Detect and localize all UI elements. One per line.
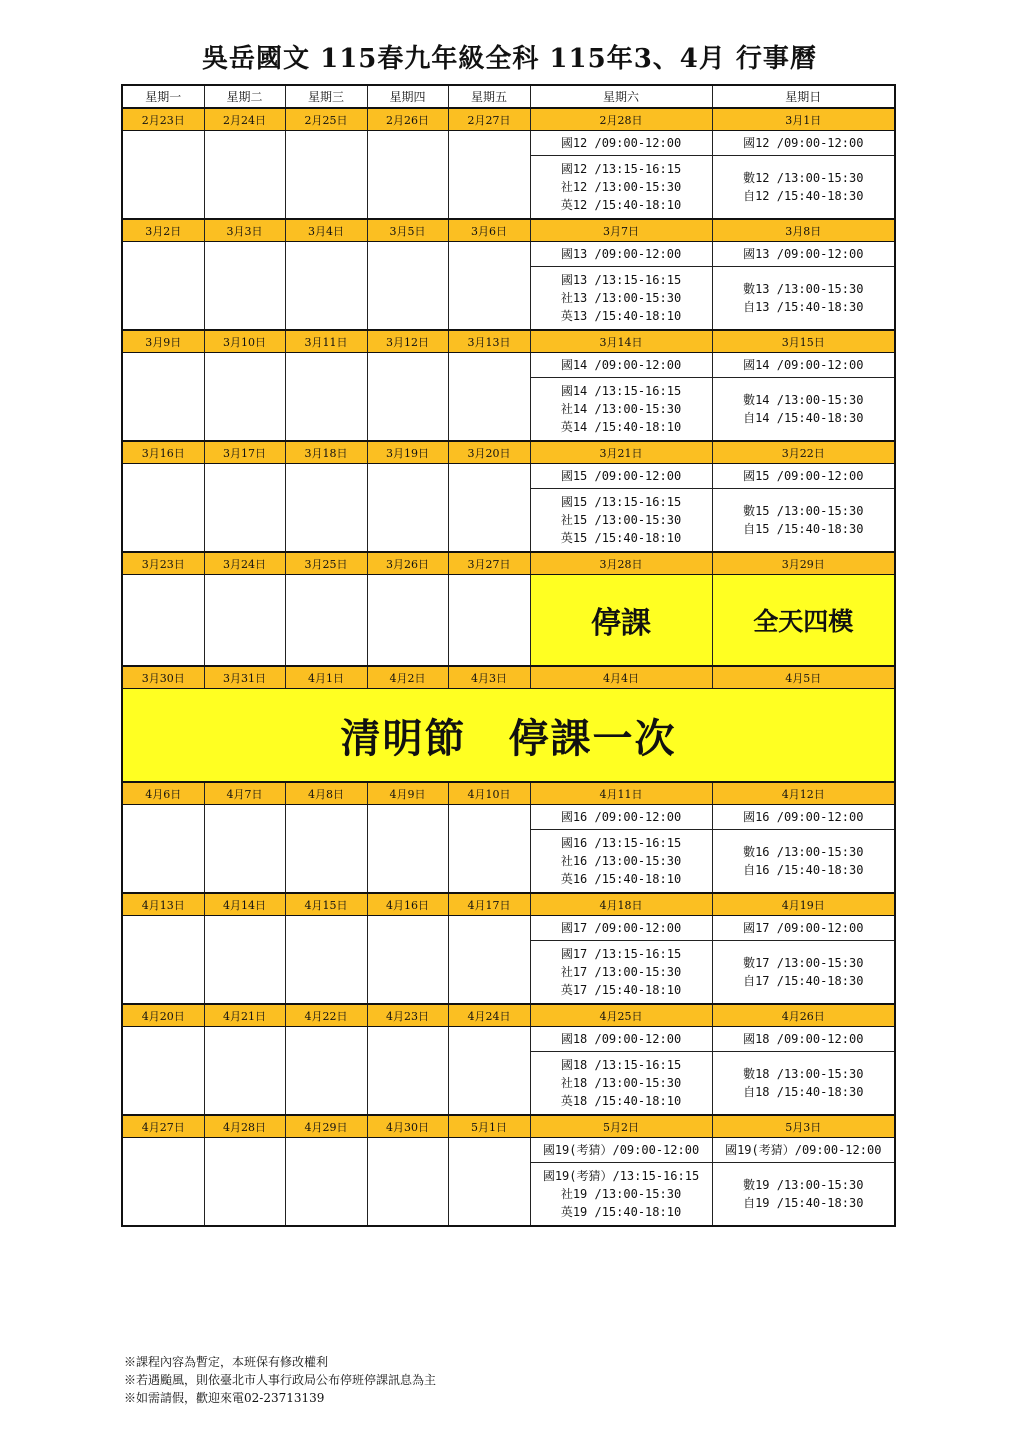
saturday-afternoon-classes [530, 830, 712, 894]
empty-day-cell [122, 242, 204, 331]
saturday-morning-class: 國12 /09:00-12:00 [530, 131, 712, 156]
class-slot: 英18 /15:40-18:10 [560, 1094, 682, 1108]
date-row [122, 782, 895, 805]
date-cell: 3月25日 [285, 552, 367, 575]
date-cell: 3月5日 [367, 219, 448, 242]
class-slot: 數15 /13:00-15:30 [743, 504, 864, 518]
class-slot: 數19 /13:00-15:30 [743, 1178, 864, 1192]
date-cell: 4月16日 [367, 893, 448, 916]
date-row [122, 219, 895, 242]
empty-day-cell [367, 1027, 448, 1116]
date-cell: 3月7日 [530, 219, 712, 242]
empty-day-cell [122, 575, 204, 667]
date-cell: 3月17日 [204, 441, 285, 464]
calendar-table [121, 84, 896, 1227]
class-slot: 數12 /13:00-15:30 [743, 171, 864, 185]
date-cell: 3月29日 [712, 552, 895, 575]
date-cell: 3月13日 [448, 330, 530, 353]
sunday-afternoon-classes [712, 267, 895, 331]
empty-day-cell [122, 1027, 204, 1116]
saturday-morning-class: 國13 /09:00-12:00 [530, 242, 712, 267]
class-slot: 國18 /13:15-16:15 [560, 1058, 682, 1072]
sunday-morning-class: 國19(考猜）/09:00-12:00 [712, 1138, 895, 1163]
date-row [122, 552, 895, 575]
week-row [122, 464, 895, 489]
sunday-afternoon-classes [712, 941, 895, 1005]
class-slot: 自17 /15:40-18:30 [743, 974, 864, 988]
date-cell: 3月30日 [122, 666, 204, 689]
empty-day-cell [204, 1138, 285, 1227]
date-row [122, 1004, 895, 1027]
date-cell: 3月9日 [122, 330, 204, 353]
sunday-afternoon-classes [712, 156, 895, 220]
empty-day-cell [204, 131, 285, 220]
date-cell: 4月4日 [530, 666, 712, 689]
empty-day-cell [204, 805, 285, 894]
empty-day-cell [122, 805, 204, 894]
class-slot: 社18 /13:00-15:30 [560, 1076, 682, 1090]
date-cell: 4月25日 [530, 1004, 712, 1027]
class-slot: 數14 /13:00-15:30 [743, 393, 864, 407]
class-slot: 數13 /13:00-15:30 [743, 282, 864, 296]
date-cell: 4月23日 [367, 1004, 448, 1027]
date-cell: 3月24日 [204, 552, 285, 575]
date-cell: 2月25日 [285, 108, 367, 131]
date-cell: 3月19日 [367, 441, 448, 464]
holiday-row [122, 689, 895, 783]
saturday-afternoon-classes [530, 941, 712, 1005]
saturday-morning-class: 國17 /09:00-12:00 [530, 916, 712, 941]
holiday-banner: 清明節 停課一次 [122, 689, 895, 783]
empty-day-cell [448, 575, 530, 667]
date-cell: 3月14日 [530, 330, 712, 353]
class-slot: 自15 /15:40-18:30 [743, 522, 864, 536]
week-row [122, 131, 895, 156]
empty-day-cell [448, 131, 530, 220]
sunday-morning-class: 國13 /09:00-12:00 [712, 242, 895, 267]
class-slot: 英14 /15:40-18:10 [560, 420, 682, 434]
empty-day-cell [448, 464, 530, 553]
empty-day-cell [367, 1138, 448, 1227]
empty-day-cell [448, 1027, 530, 1116]
date-cell: 3月27日 [448, 552, 530, 575]
weekday-header: 星期六 [530, 85, 712, 108]
date-cell: 3月26日 [367, 552, 448, 575]
saturday-afternoon-classes [530, 378, 712, 442]
saturday-afternoon-classes [530, 1052, 712, 1116]
empty-day-cell [367, 353, 448, 442]
class-slot: 自13 /15:40-18:30 [743, 300, 864, 314]
class-slot: 國19(考猜）/13:15-16:15 [542, 1169, 700, 1183]
empty-day-cell [285, 353, 367, 442]
sunday-afternoon-classes [712, 489, 895, 553]
empty-day-cell [204, 575, 285, 667]
week-row [122, 916, 895, 941]
class-slot: 社12 /13:00-15:30 [560, 180, 682, 194]
date-cell: 3月18日 [285, 441, 367, 464]
class-slot: 數18 /13:00-15:30 [743, 1067, 864, 1081]
class-slot: 社14 /13:00-15:30 [560, 402, 682, 416]
class-slot: 自16 /15:40-18:30 [743, 863, 864, 877]
sunday-morning-class: 國17 /09:00-12:00 [712, 916, 895, 941]
empty-day-cell [285, 242, 367, 331]
weekday-header: 星期日 [712, 85, 895, 108]
class-slot: 自19 /15:40-18:30 [743, 1196, 864, 1210]
date-cell: 2月26日 [367, 108, 448, 131]
date-cell: 4月9日 [367, 782, 448, 805]
empty-day-cell [285, 131, 367, 220]
class-slot: 英16 /15:40-18:10 [560, 872, 682, 886]
class-slot: 國17 /13:15-16:15 [560, 947, 682, 961]
date-row [122, 441, 895, 464]
footnote: ※課程內容為暫定，本班保有修改權利 [124, 1355, 329, 1369]
saturday-morning-class: 國15 /09:00-12:00 [530, 464, 712, 489]
date-cell: 4月18日 [530, 893, 712, 916]
class-slot: 英15 /15:40-18:10 [560, 531, 682, 545]
class-slot: 國12 /13:15-16:15 [560, 162, 682, 176]
empty-day-cell [204, 916, 285, 1005]
week-row [122, 242, 895, 267]
date-cell: 4月17日 [448, 893, 530, 916]
empty-day-cell [204, 464, 285, 553]
weekday-header: 星期五 [448, 85, 530, 108]
class-slot: 英19 /15:40-18:10 [560, 1205, 682, 1219]
empty-day-cell [448, 353, 530, 442]
date-cell: 4月10日 [448, 782, 530, 805]
saturday-morning-class: 國19(考猜）/09:00-12:00 [530, 1138, 712, 1163]
weekday-header-row [122, 85, 895, 108]
date-cell: 3月22日 [712, 441, 895, 464]
date-cell: 5月2日 [530, 1115, 712, 1138]
empty-day-cell [285, 1027, 367, 1116]
footnote: ※若遇颱風，則依臺北市人事行政局公布停班停課訊息為主 [124, 1373, 437, 1387]
date-row [122, 893, 895, 916]
date-cell: 3月11日 [285, 330, 367, 353]
sunday-morning-class: 國12 /09:00-12:00 [712, 131, 895, 156]
weekday-header: 星期三 [285, 85, 367, 108]
empty-day-cell [448, 805, 530, 894]
date-cell: 4月26日 [712, 1004, 895, 1027]
sunday-morning-class: 國15 /09:00-12:00 [712, 464, 895, 489]
empty-day-cell [122, 1138, 204, 1227]
sunday-afternoon-classes [712, 1052, 895, 1116]
saturday-afternoon-classes [530, 267, 712, 331]
empty-day-cell [367, 916, 448, 1005]
class-slot: 國14 /13:15-16:15 [560, 384, 682, 398]
date-cell: 4月3日 [448, 666, 530, 689]
empty-day-cell [122, 916, 204, 1005]
class-slot: 自14 /15:40-18:30 [743, 411, 864, 425]
class-slot: 社17 /13:00-15:30 [560, 965, 682, 979]
class-slot: 英17 /15:40-18:10 [560, 983, 682, 997]
empty-day-cell [285, 805, 367, 894]
date-cell: 3月15日 [712, 330, 895, 353]
empty-day-cell [204, 242, 285, 331]
date-cell: 2月24日 [204, 108, 285, 131]
date-cell: 4月30日 [367, 1115, 448, 1138]
date-row [122, 330, 895, 353]
date-cell: 4月5日 [712, 666, 895, 689]
date-cell: 3月23日 [122, 552, 204, 575]
class-slot: 自18 /15:40-18:30 [743, 1085, 864, 1099]
class-slot: 國16 /13:15-16:15 [560, 836, 682, 850]
date-cell: 3月1日 [712, 108, 895, 131]
week-row [122, 575, 895, 667]
empty-day-cell [122, 353, 204, 442]
date-cell: 4月8日 [285, 782, 367, 805]
empty-day-cell [122, 131, 204, 220]
sunday-afternoon-classes [712, 830, 895, 894]
date-cell: 3月8日 [712, 219, 895, 242]
date-cell: 3月6日 [448, 219, 530, 242]
date-cell: 3月28日 [530, 552, 712, 575]
date-row [122, 666, 895, 689]
date-cell: 3月4日 [285, 219, 367, 242]
weekday-header: 星期一 [122, 85, 204, 108]
empty-day-cell [285, 464, 367, 553]
date-cell: 4月29日 [285, 1115, 367, 1138]
sunday-afternoon-classes [712, 378, 895, 442]
date-cell: 2月27日 [448, 108, 530, 131]
class-slot: 數16 /13:00-15:30 [743, 845, 864, 859]
empty-day-cell [285, 1138, 367, 1227]
page-title: 吳岳國文 115春九年級全科 115年3、4月 行事曆 [202, 44, 817, 74]
class-slot: 社19 /13:00-15:30 [560, 1187, 682, 1201]
date-cell: 3月3日 [204, 219, 285, 242]
empty-day-cell [122, 464, 204, 553]
footnotes [124, 1353, 436, 1407]
date-cell: 3月10日 [204, 330, 285, 353]
date-cell: 3月12日 [367, 330, 448, 353]
date-cell: 4月13日 [122, 893, 204, 916]
date-cell: 4月7日 [204, 782, 285, 805]
date-cell: 2月23日 [122, 108, 204, 131]
saturday-afternoon-classes [530, 489, 712, 553]
class-slot: 社15 /13:00-15:30 [560, 513, 682, 527]
class-slot: 英13 /15:40-18:10 [560, 309, 682, 323]
date-cell: 4月2日 [367, 666, 448, 689]
empty-day-cell [204, 353, 285, 442]
date-cell: 4月20日 [122, 1004, 204, 1027]
date-cell: 3月2日 [122, 219, 204, 242]
class-slot: 英12 /15:40-18:10 [560, 198, 682, 212]
date-cell: 4月12日 [712, 782, 895, 805]
saturday-morning-class: 國14 /09:00-12:00 [530, 353, 712, 378]
saturday-morning-class: 國16 /09:00-12:00 [530, 805, 712, 830]
date-cell: 5月3日 [712, 1115, 895, 1138]
empty-day-cell [367, 242, 448, 331]
saturday-afternoon-classes [530, 1163, 712, 1227]
date-cell: 4月14日 [204, 893, 285, 916]
date-cell: 4月19日 [712, 893, 895, 916]
date-cell: 4月28日 [204, 1115, 285, 1138]
date-cell: 5月1日 [448, 1115, 530, 1138]
week-row [122, 1027, 895, 1052]
date-cell: 4月6日 [122, 782, 204, 805]
empty-day-cell [448, 242, 530, 331]
class-slot: 國15 /13:15-16:15 [560, 495, 682, 509]
sunday-note: 全天四模 [712, 575, 895, 667]
empty-day-cell [367, 464, 448, 553]
footnote: ※如需請假，歡迎來電02-23713139 [124, 1391, 325, 1405]
date-cell: 3月31日 [204, 666, 285, 689]
date-cell: 4月11日 [530, 782, 712, 805]
class-slot: 社13 /13:00-15:30 [560, 291, 682, 305]
date-cell: 3月21日 [530, 441, 712, 464]
empty-day-cell [448, 1138, 530, 1227]
empty-day-cell [367, 131, 448, 220]
empty-day-cell [367, 575, 448, 667]
weekday-header: 星期二 [204, 85, 285, 108]
sunday-morning-class: 國18 /09:00-12:00 [712, 1027, 895, 1052]
date-cell: 4月21日 [204, 1004, 285, 1027]
class-slot: 數17 /13:00-15:30 [743, 956, 864, 970]
class-slot: 自12 /15:40-18:30 [743, 189, 864, 203]
saturday-morning-class: 國18 /09:00-12:00 [530, 1027, 712, 1052]
date-cell: 2月28日 [530, 108, 712, 131]
sunday-morning-class: 國14 /09:00-12:00 [712, 353, 895, 378]
week-row [122, 1138, 895, 1163]
class-slot: 國13 /13:15-16:15 [560, 273, 682, 287]
empty-day-cell [448, 916, 530, 1005]
date-cell: 4月22日 [285, 1004, 367, 1027]
weekday-header: 星期四 [367, 85, 448, 108]
empty-day-cell [204, 1027, 285, 1116]
saturday-note: 停課 [530, 575, 712, 667]
date-cell: 3月20日 [448, 441, 530, 464]
date-cell: 4月27日 [122, 1115, 204, 1138]
date-cell: 3月16日 [122, 441, 204, 464]
empty-day-cell [285, 575, 367, 667]
date-row [122, 108, 895, 131]
date-cell: 4月15日 [285, 893, 367, 916]
date-cell: 4月1日 [285, 666, 367, 689]
sunday-afternoon-classes [712, 1163, 895, 1227]
date-cell: 4月24日 [448, 1004, 530, 1027]
class-slot: 社16 /13:00-15:30 [560, 854, 682, 868]
date-row [122, 1115, 895, 1138]
saturday-afternoon-classes [530, 156, 712, 220]
week-row [122, 353, 895, 378]
week-row [122, 805, 895, 830]
empty-day-cell [367, 805, 448, 894]
sunday-morning-class: 國16 /09:00-12:00 [712, 805, 895, 830]
empty-day-cell [285, 916, 367, 1005]
